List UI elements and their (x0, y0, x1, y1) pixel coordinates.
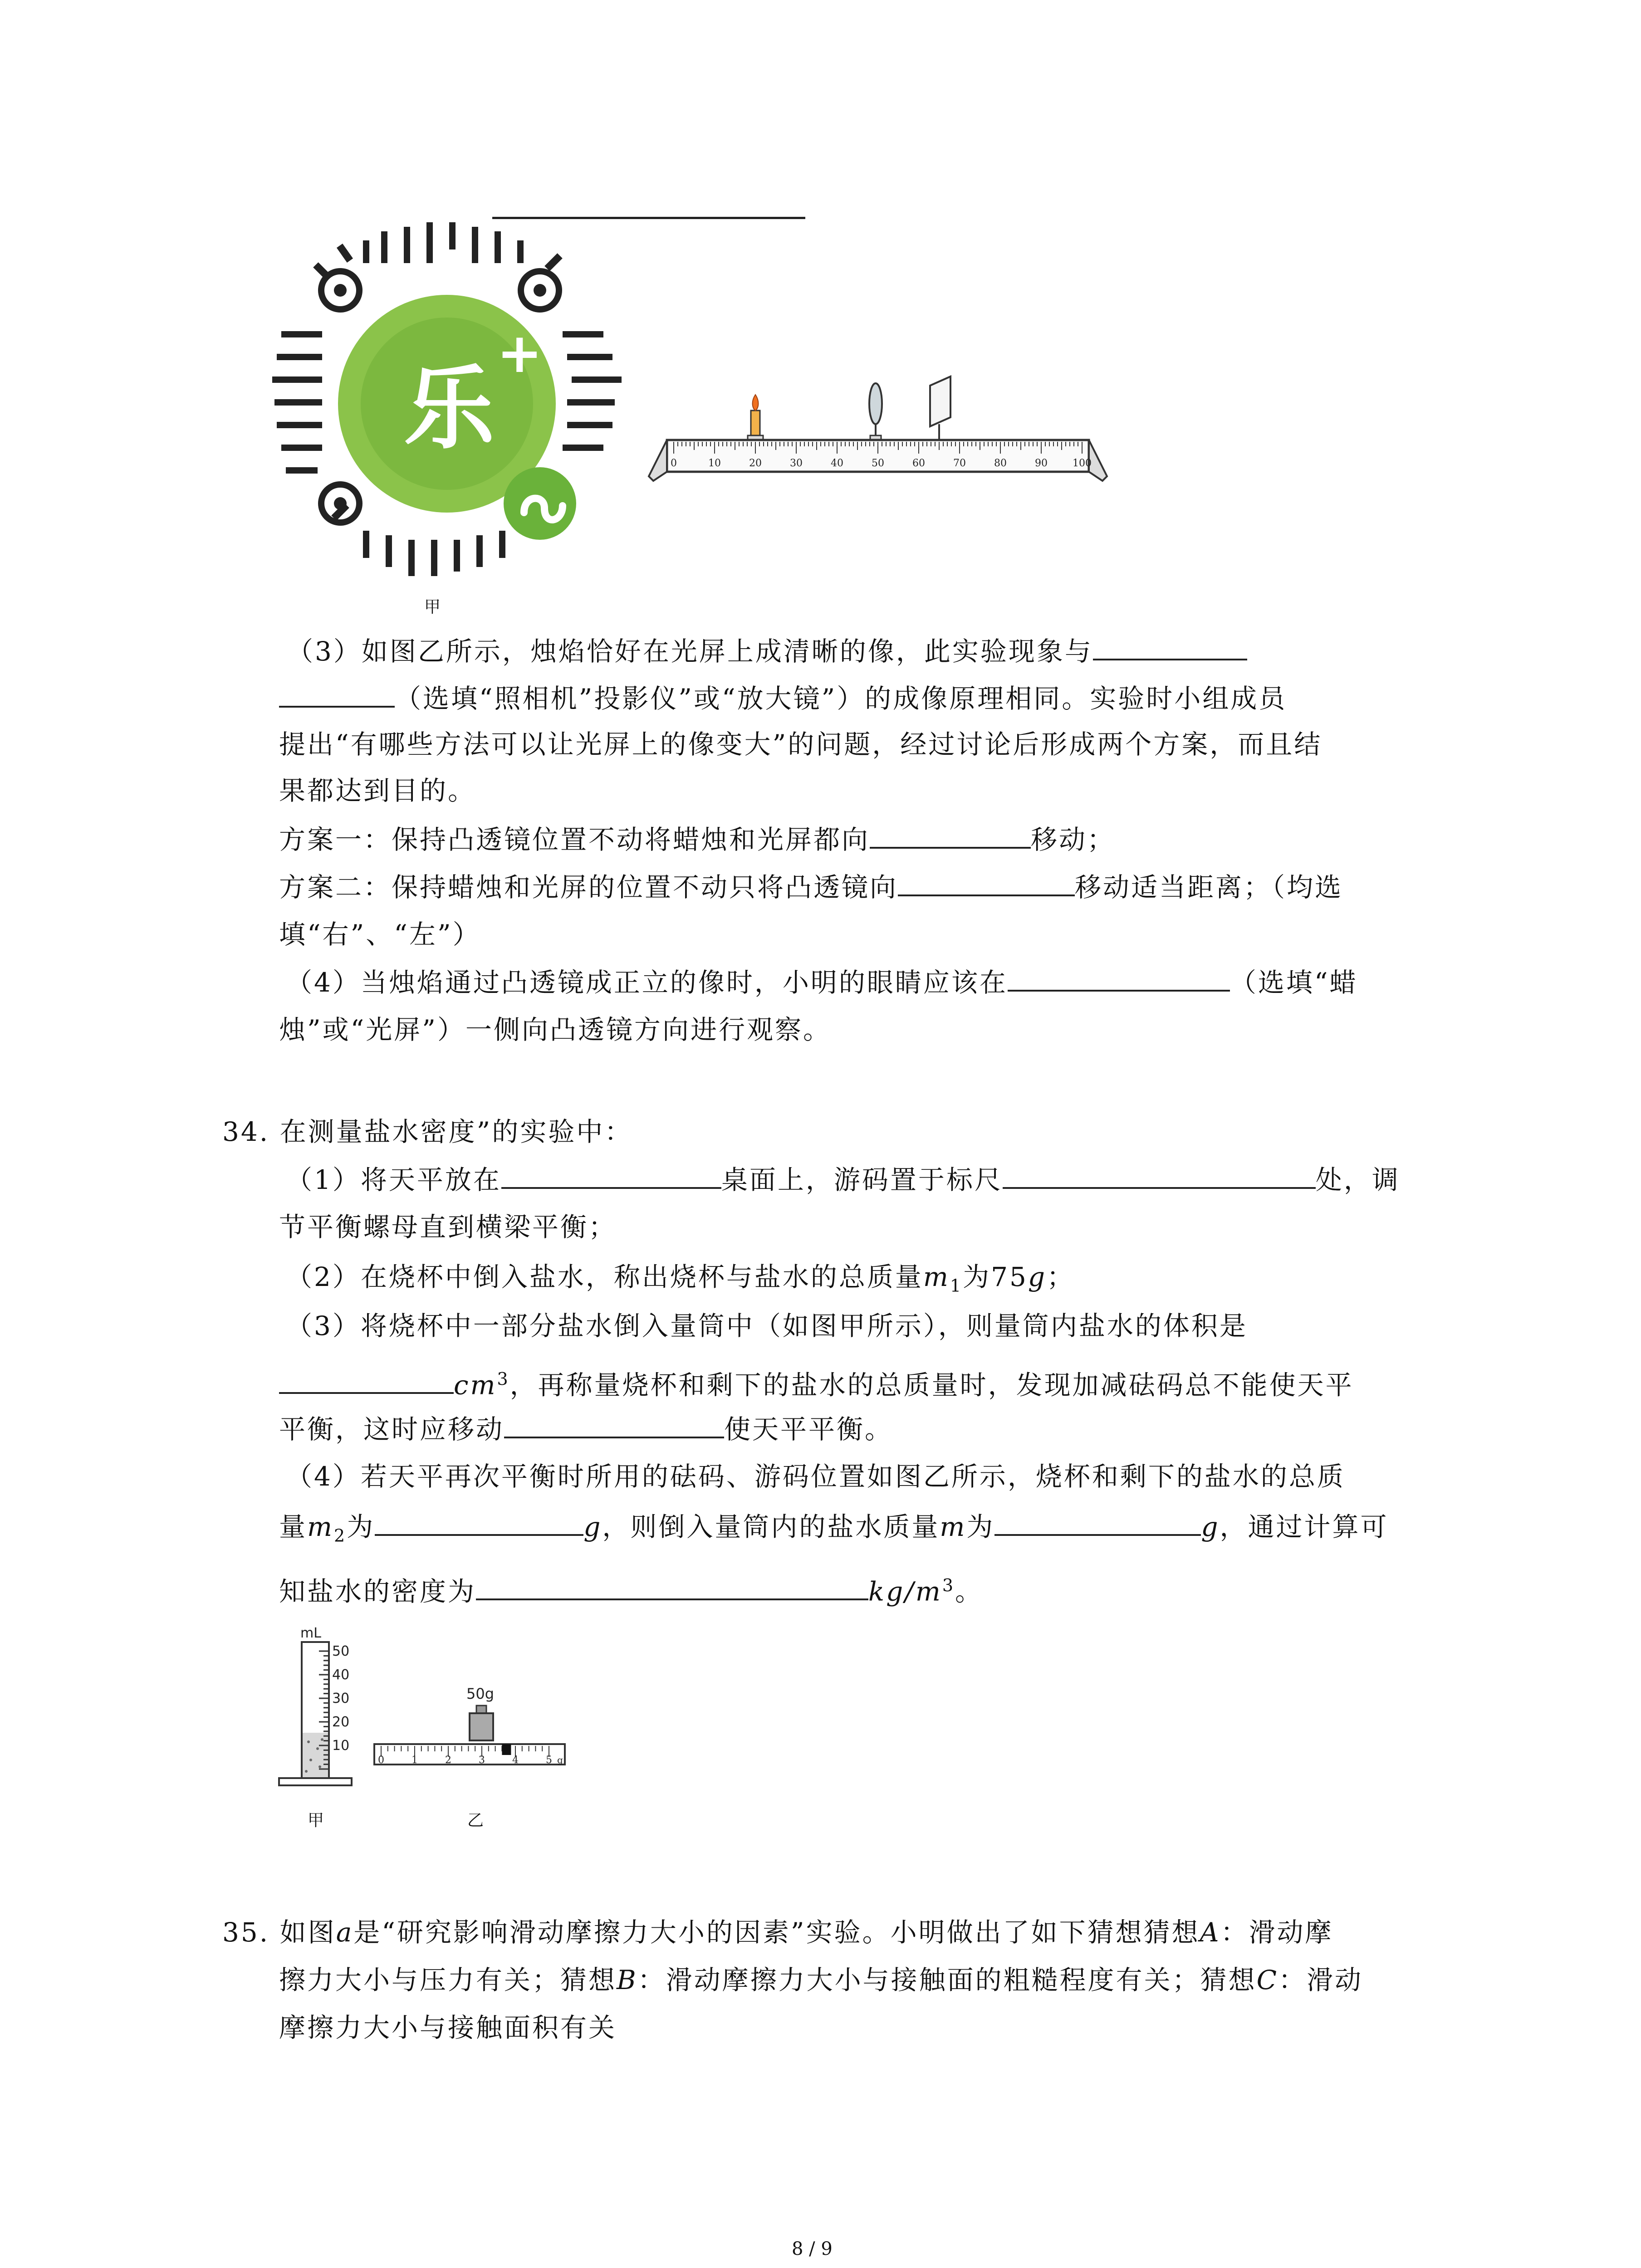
optical-bench-figure (640, 367, 1125, 485)
svg-text:乐: 乐 (404, 356, 495, 462)
blank-q34-scale[interactable] (1003, 1163, 1316, 1189)
bench-tick-label: 10 (708, 458, 721, 469)
qr-caption: 甲 (424, 598, 441, 616)
rider-tick-label: 1 (411, 1755, 418, 1766)
balance-rider-figure (367, 1681, 581, 1799)
q33-p3-line2: （选填“照相机”投影仪”或“放大镜”）的成像原理相同。实验时小组成员 (279, 682, 1287, 714)
rider-tick-label: 0 (378, 1755, 384, 1766)
rider-tick-label: 2 (445, 1755, 451, 1766)
blank-q33-plan2[interactable] (898, 871, 1075, 896)
rider-tick-label: 5 (546, 1755, 552, 1766)
q34-p4-line1: （4）若天平再次平衡时所用的砝码、游码位置如图乙所示，烧杯和剩下的盐水的总质 (286, 1461, 1345, 1492)
q34-p2: （2）在烧杯中倒入盐水，称出烧杯与盐水的总质量$m_1$为75g； (286, 1261, 1075, 1296)
rider-marker (502, 1744, 511, 1755)
q35-line2: 擦力大小与压力有关；猜想B：滑动摩擦力大小与接触面的粗糙程度有关；猜想C：滑动 (279, 1965, 1363, 1995)
cylinder-tick-label: 10 (332, 1738, 350, 1754)
caption-yi: 乙 (467, 1811, 484, 1830)
bench-tick-label: 40 (831, 458, 843, 469)
blank-q34-m2[interactable] (375, 1510, 583, 1536)
blank-q34-rider[interactable] (504, 1413, 724, 1438)
cylinder-tick-label: 20 (332, 1714, 350, 1730)
cylinder-tick-label: 40 (332, 1667, 350, 1683)
cylinder-tick-label: 50 (332, 1643, 350, 1659)
rider-tick-label: 3 (479, 1755, 485, 1766)
q33-p4-line2: 烛”或“光屏”）一侧向凸透镜方向进行观察。 (279, 1014, 831, 1045)
blank-q34-m[interactable] (994, 1510, 1201, 1536)
caption-jia: 甲 (308, 1811, 324, 1830)
qr-code-logo (272, 213, 635, 585)
q34-title: 34. 在测量盐水密度”的实验中： (222, 1116, 633, 1147)
q34-p3-line3: 平衡，这时应移动 使天平平衡。 (279, 1414, 893, 1445)
bench-tick-label: 0 (671, 458, 677, 469)
cylinder-unit: mL (300, 1625, 321, 1641)
q33-p3-line3: 提出“有哪些方法可以让光屏上的像变大”的问题，经过讨论后形成两个方案，而且结 (279, 729, 1323, 760)
q35-line1: 35. 如图a是“研究影响滑动摩擦力大小的因素”实验。小明做出了如下猜想猜想A：滑动摩 (222, 1917, 1333, 1948)
q33-plan2-cont: 填“右”、“左”） (279, 919, 481, 950)
bench-tick-label: 50 (872, 458, 884, 469)
bench-tick-label: 90 (1035, 458, 1048, 469)
q33-p4-line1: （4）当烛焰通过凸透镜成正立的像时，小明的眼睛应该在 （选填“蜡 (286, 967, 1358, 998)
q34-p1-line2: 节平衡螺母直到横梁平衡； (279, 1212, 617, 1242)
blank-q34-volume[interactable] (279, 1369, 454, 1394)
q33-plan2: 方案二：保持蜡烛和光屏的位置不动只将凸透镜向 移动适当距离；（均选 (279, 872, 1343, 903)
q33-plan1: 方案一：保持凸透镜位置不动将蜡烛和光屏都向 移动； (279, 824, 1116, 855)
bench-tick-label: 30 (790, 458, 803, 469)
bench-tick-label: 80 (994, 458, 1007, 469)
bench-tick-label: 70 (953, 458, 966, 469)
blank-q33-p3a[interactable] (1093, 635, 1247, 660)
page-number: 8 / 9 (792, 2239, 833, 2259)
rider-tick-label: 4 (512, 1755, 519, 1766)
q35-line3: 摩擦力大小与接触面积有关 (279, 2012, 617, 2043)
rider-unit: g (557, 1755, 563, 1765)
blank-q33-p4[interactable] (1008, 966, 1230, 992)
svg-text:+: + (497, 322, 543, 385)
q34-p1-line1: （1）将天平放在 桌面上，游码置于标尺 处，调 (286, 1164, 1400, 1195)
blank-q34-table[interactable] (501, 1163, 721, 1189)
q34-p4-line2: 量$m_2$为 g，则倒入量筒内的盐水质量m为 g，通过计算可 (279, 1511, 1389, 1546)
bench-tick-label: 100 (1073, 458, 1092, 469)
cylinder-tick-label: 30 (332, 1691, 350, 1706)
bench-tick-label: 20 (749, 458, 762, 469)
weight-label: 50g (466, 1685, 495, 1702)
q33-p3-line1: （3）如图乙所示，烛焰恰好在光屏上成清晰的像，此实验现象与 (287, 635, 1247, 667)
blank-q33-plan1[interactable] (870, 823, 1031, 849)
q34-p3-line1: （3）将烧杯中一部分盐水倒入量筒中（如图甲所示），则量筒内盐水的体积是 (286, 1310, 1248, 1341)
graduated-cylinder-figure (277, 1624, 381, 1805)
bench-tick-label: 60 (912, 458, 925, 469)
q34-p5: 知盐水的密度为 $kg/m^3$。 (279, 1575, 984, 1607)
q34-p3-line2: $cm^3$，再称量烧杯和剩下的盐水的总质量时，发现加减砝码总不能使天平 (279, 1363, 1354, 1401)
q33-p3-line4: 果都达到目的。 (279, 775, 476, 806)
blank-q34-density[interactable] (476, 1575, 868, 1600)
blank-q33-p3b[interactable] (279, 682, 395, 708)
